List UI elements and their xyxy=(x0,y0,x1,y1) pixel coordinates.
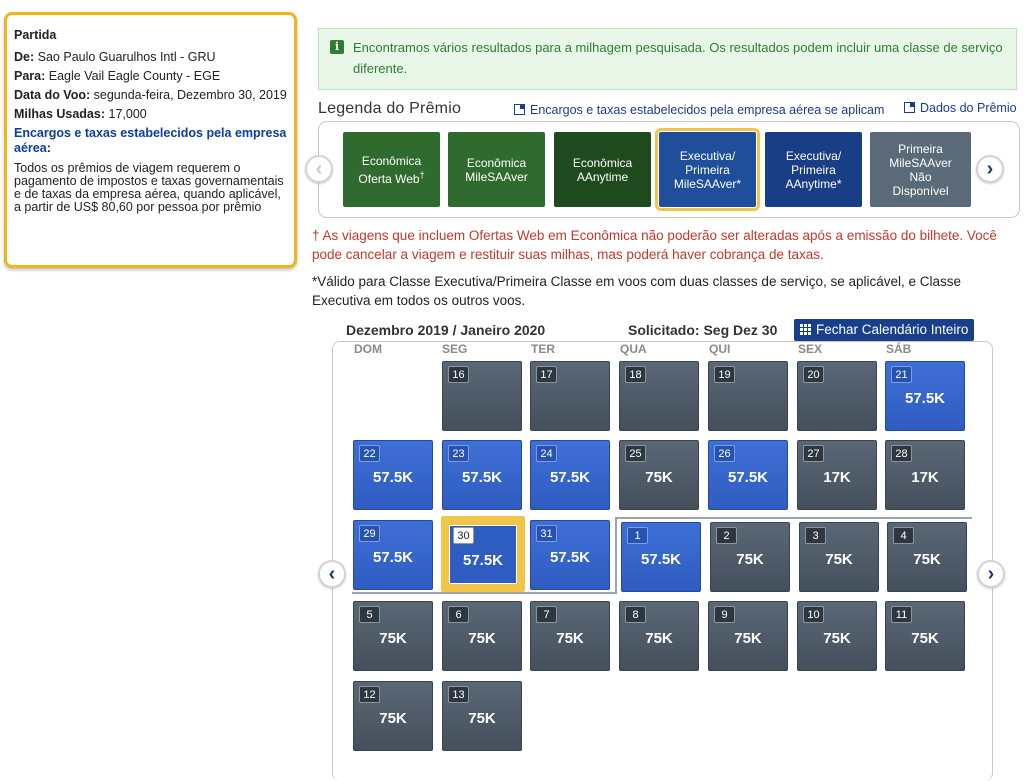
day-miles: 57.5K xyxy=(549,549,591,566)
day-miles: 75K xyxy=(645,630,673,647)
summary-title: Partida xyxy=(14,28,57,42)
day-number: 7 xyxy=(536,606,557,623)
day-number: 3 xyxy=(805,527,826,544)
calendar-day[interactable] xyxy=(799,522,879,592)
weekday-tue: TER xyxy=(531,342,555,356)
calendar-day[interactable] xyxy=(619,361,699,431)
calendar-day[interactable] xyxy=(885,601,965,671)
day-number: 24 xyxy=(536,445,557,462)
day-number: 22 xyxy=(359,445,380,462)
calendar-day[interactable] xyxy=(530,520,610,590)
close-calendar-button[interactable]: Fechar Calendário Inteiro xyxy=(794,319,974,341)
day-miles: 75K xyxy=(825,551,853,568)
day-number: 17 xyxy=(536,366,557,383)
day-miles: 75K xyxy=(468,630,496,647)
calendar-day[interactable] xyxy=(885,440,965,510)
calendar-day[interactable] xyxy=(797,601,877,671)
month-divider xyxy=(615,517,617,594)
calendar-day[interactable] xyxy=(797,361,877,431)
weekday-wed: QUA xyxy=(620,342,647,356)
calendar-day[interactable] xyxy=(885,361,965,431)
calendar-next-button[interactable]: › xyxy=(977,560,1005,588)
banner-text: Encontramos vários resultados para a milhagem pesquisada. Os resultados podem incluir uma classe de serviço diferente. xyxy=(353,40,1003,76)
day-miles: 57.5K xyxy=(372,469,414,486)
day-number: 4 xyxy=(893,527,914,544)
legend-next-button[interactable]: › xyxy=(976,155,1004,183)
weekday-thu: QUI xyxy=(709,342,731,356)
summary-fees-text: Todos os prêmios de viagem requerem o pagamento de impostos e taxas governamentais e de taxas da empresa aérea, quando aplicável, a partir de US$ 80,60 por pessoa por prêmio xyxy=(14,161,284,214)
day-number: 8 xyxy=(625,606,646,623)
calendar-day[interactable] xyxy=(710,522,790,592)
fees-link[interactable]: Encargos e taxas estabelecidos pela empresa aérea se aplicam xyxy=(514,103,884,117)
selected-day-inner xyxy=(449,525,517,584)
day-number: 6 xyxy=(448,606,469,623)
calendar-day[interactable] xyxy=(530,601,610,671)
day-number: 9 xyxy=(714,606,735,623)
day-miles: 75K xyxy=(468,710,496,727)
day-number: 26 xyxy=(714,445,735,462)
legend-card-business-milesaaver[interactable]: Executiva/ Primeira MileSAAver* xyxy=(659,132,756,207)
day-number: 29 xyxy=(359,525,380,542)
day-number: 21 xyxy=(891,366,912,383)
day-number: 20 xyxy=(803,366,824,383)
info-icon: i xyxy=(330,40,344,54)
day-miles: 57.5K xyxy=(727,469,769,486)
day-miles: 57.5K xyxy=(461,469,503,486)
day-number: 27 xyxy=(803,445,824,462)
summary-miles: Milhas Usadas: 17,000 xyxy=(14,107,147,121)
calendar-day[interactable] xyxy=(442,601,522,671)
calendar-day[interactable] xyxy=(708,440,788,510)
day-miles: 75K xyxy=(379,710,407,727)
calendar-day[interactable] xyxy=(530,440,610,510)
day-miles: 75K xyxy=(556,630,584,647)
day-number: 31 xyxy=(536,525,557,542)
calendar-month-title: Dezembro 2019 / Janeiro 2020 xyxy=(346,322,546,338)
summary-fees-title[interactable]: Encargos e taxas estabelecidos pela empresa aérea: xyxy=(14,126,287,155)
day-miles: 75K xyxy=(736,551,764,568)
calendar-prev-button[interactable]: ‹ xyxy=(318,560,346,588)
day-number: 25 xyxy=(625,445,646,462)
day-miles: 57.5K xyxy=(372,549,414,566)
legend-prev-button[interactable]: ‹ xyxy=(305,155,333,183)
calendar-day[interactable] xyxy=(353,440,433,510)
calendar-day[interactable] xyxy=(442,361,522,431)
external-link-icon xyxy=(904,102,915,113)
calendar-day[interactable] xyxy=(353,681,433,751)
external-link-icon xyxy=(514,104,525,115)
web-offer-notice: † As viagens que incluem Ofertas Web em Econômica não poderão ser alteradas após a emissão do bilhete. Você pode cancelar a viagem e restituir suas milhas, mas poderá haver cobrança de taxas. xyxy=(312,228,997,262)
day-miles: 17K xyxy=(823,469,851,486)
calendar-day[interactable] xyxy=(530,361,610,431)
day-miles: 75K xyxy=(734,630,762,647)
day-number: 10 xyxy=(803,606,824,623)
day-miles: 75K xyxy=(913,551,941,568)
summary-from: De: Sao Paulo Guarulhos Intl - GRU xyxy=(14,50,216,64)
day-miles: 57.5K xyxy=(549,469,591,486)
flight-summary-panel xyxy=(4,12,297,268)
calendar-day[interactable] xyxy=(442,440,522,510)
weekday-sun: DOM xyxy=(354,342,382,356)
day-number: 2 xyxy=(716,527,737,544)
day-number: 11 xyxy=(891,606,912,623)
day-miles: 57.5K xyxy=(640,551,682,568)
day-number: 1 xyxy=(627,527,648,544)
calendar-day[interactable] xyxy=(353,520,433,590)
calendar-day[interactable] xyxy=(708,361,788,431)
day-miles: 75K xyxy=(645,469,673,486)
weekday-fri: SEX xyxy=(798,342,823,356)
calendar-day[interactable] xyxy=(441,516,525,592)
calendar-day[interactable] xyxy=(887,522,967,592)
day-number: 5 xyxy=(359,606,380,623)
day-miles: 57.5K xyxy=(462,552,504,569)
day-miles: 17K xyxy=(911,469,939,486)
day-miles: 57.5K xyxy=(904,390,946,407)
calendar-day[interactable] xyxy=(619,601,699,671)
weekday-mon: SEG xyxy=(442,342,468,356)
legend-title: Legenda do Prêmio xyxy=(318,100,462,117)
day-number: 28 xyxy=(891,445,912,462)
calendar-day[interactable] xyxy=(621,522,701,592)
calendar-day[interactable] xyxy=(353,601,433,671)
requested-date: Solicitado: Seg Dez 30 xyxy=(628,322,778,338)
results-info-banner xyxy=(318,28,1017,90)
day-number: 18 xyxy=(625,366,646,383)
summary-date: Data do Voo: segunda-feira, Dezembro 30, 2019 xyxy=(14,88,287,102)
calendar-day[interactable] xyxy=(619,440,699,510)
calendar-day[interactable] xyxy=(797,440,877,510)
legend-card-business-aanytime[interactable]: Executiva/ Primeira AAnytime* xyxy=(765,132,862,207)
day-number: 23 xyxy=(448,445,469,462)
day-number: 19 xyxy=(714,366,735,383)
day-number: 30 xyxy=(453,527,474,544)
day-miles: 75K xyxy=(379,630,407,647)
calendar-grid-icon xyxy=(800,324,811,335)
legend-card-economy-aanytime[interactable]: Econômica AAnytime xyxy=(554,132,651,207)
award-data-link[interactable]: Dados do Prêmio xyxy=(904,101,1017,115)
day-number: 16 xyxy=(448,366,469,383)
month-divider xyxy=(615,517,972,519)
day-miles: 75K xyxy=(911,630,939,647)
summary-to: Para: Eagle Vail Eagle County - EGE xyxy=(14,69,221,83)
class-validity-notice: *Válido para Classe Executiva/Primeira Classe em voos com duas classes de serviço, se aplicável, e Classe Executiva em todos os outros voos. xyxy=(312,274,962,308)
weekday-sat: SÁB xyxy=(886,342,912,356)
calendar-day[interactable] xyxy=(708,601,788,671)
legend-card-economy-web[interactable]: Econômica Oferta Web† xyxy=(343,132,440,207)
day-miles: 75K xyxy=(823,630,851,647)
month-divider xyxy=(352,592,617,594)
legend-card-first-unavailable[interactable]: Primeira MileSAAver Não Disponível xyxy=(870,132,971,207)
day-number: 13 xyxy=(448,686,469,703)
legend-card-economy-milesaaver[interactable]: Econômica MileSAAver xyxy=(448,132,545,207)
day-number: 12 xyxy=(359,686,380,703)
calendar-day[interactable] xyxy=(442,681,522,751)
